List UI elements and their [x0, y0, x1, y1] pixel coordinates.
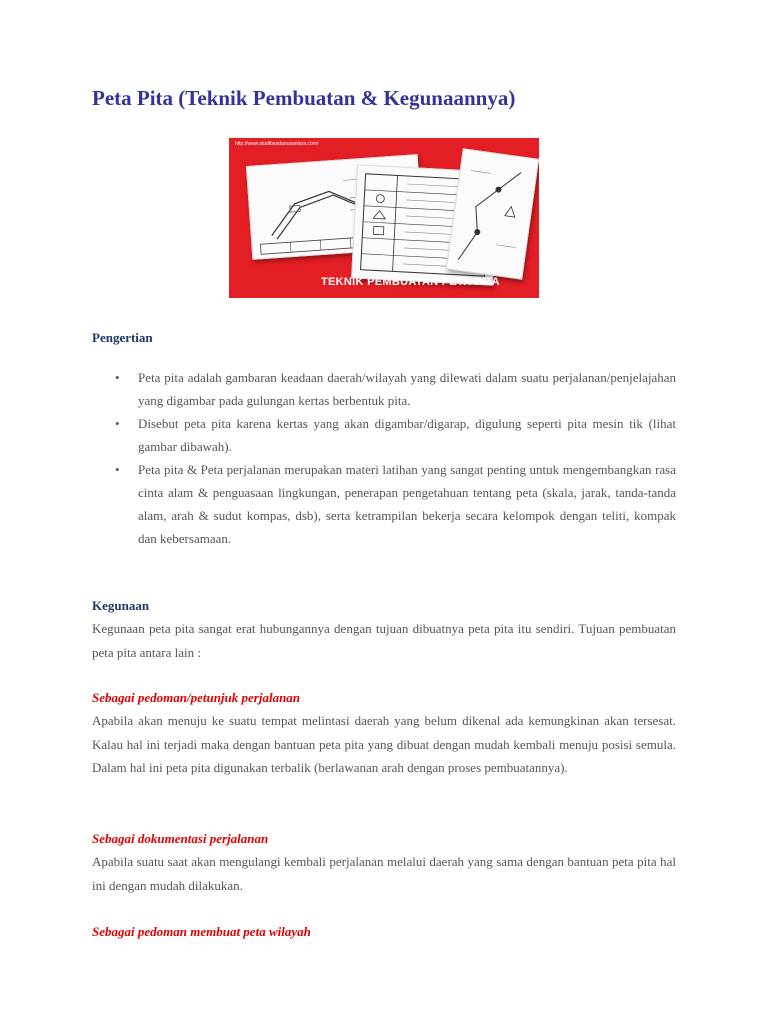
page-title: Peta Pita (Teknik Pembuatan & Kegunaannya) [92, 86, 516, 110]
peta-pita-illustration [229, 138, 539, 298]
figure-banner-text: TEKNIK PEMBUATAN PETA PITA [321, 276, 500, 288]
figure-url-text: http://www.studibandanusantara.com/ [235, 141, 319, 147]
pengertian-bullet-list [92, 366, 676, 550]
kegunaan-intro-paragraph: Kegunaan peta pita sangat erat hubungannya dengan tujuan dibuatnya peta pita itu sendiri. Tujuan pembuatan peta pita antara lain : [92, 621, 676, 660]
section-heading-kegunaan: Kegunaan [92, 598, 150, 613]
subheading-dokumentasi-perjalanan: Sebagai dokumentasi perjalanan [92, 831, 269, 846]
pedoman-perjalanan-paragraph: Apabila akan menuju ke suatu tempat melintasi daerah yang belum dikenal ada kemungkinan akan tersesat. Kalau hal ini terjadi maka dengan bantuan peta pita yang dibuat dengan mudah kembali menuju posisi semula. Dalam hal ini peta pita digunakan terbalik (berlawanan arah dengan proses pembuatannya). [92, 713, 676, 775]
bullet-dot: • [115, 370, 120, 385]
bullet-item [92, 366, 676, 412]
subheading-pedoman-peta-wilayah: Sebagai pedoman membuat peta wilayah [92, 924, 311, 939]
bullet-item [92, 458, 676, 550]
bullet-text: Peta pita adalah gambaran keadaan daerah/wilayah yang dilewati dalam suatu perjalanan/penjelajahan yang digambar pada gulungan kertas berbentuk pita. [138, 370, 676, 408]
compass-route-card [446, 148, 539, 280]
dokumentasi-perjalanan-paragraph: Apabila suatu saat akan mengulangi kembali perjalanan melalui daerah yang sama dengan bantuan peta pita hal ini dengan mudah dilakukan. [92, 854, 676, 893]
bullet-text: Disebut peta pita karena kertas yang akan digambar/digarap, digulung seperti pita mesin tik (lihat gambar dibawah). [138, 416, 676, 454]
section-heading-pengertian: Pengertian [92, 330, 153, 345]
bullet-item [92, 412, 676, 458]
bullet-text: Peta pita & Peta perjalanan merupakan materi latihan yang sangat penting untuk mengembangkan rasa cinta alam & penguasaan lingkungan, penerapan pengetahuan tentang peta (skala, jarak, tanda-tanda alam, arah & sudut kompas, dsb), serta ketrampilan bekerja secara kelompok dengan teliti, kompak dan kebersamaan. [138, 462, 676, 546]
subheading-pedoman-perjalanan: Sebagai pedoman/petunjuk perjalanan [92, 690, 301, 705]
bullet-dot: • [115, 416, 120, 431]
compass-route-drawing [447, 149, 538, 278]
bullet-dot: • [115, 462, 120, 477]
